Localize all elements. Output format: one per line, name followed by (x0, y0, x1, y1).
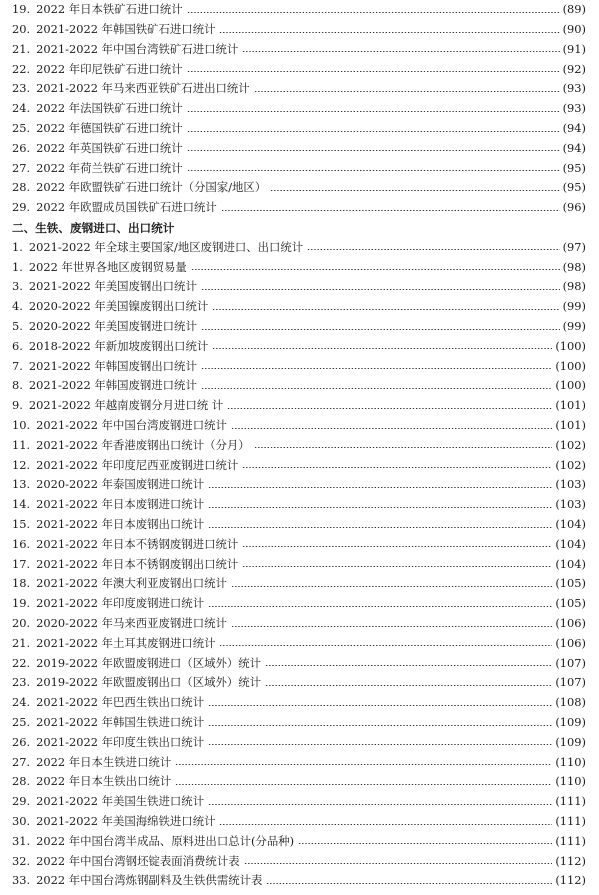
toc-entry-page: (104) (555, 556, 586, 571)
section-heading: 二、生铁、废钢进口、出口统计 (12, 220, 175, 235)
toc-entry-number: 1. (12, 239, 23, 254)
toc-entry-number: 29. (12, 794, 31, 809)
toc-entry-title: 2022 年英国铁矿石进口统计 (36, 140, 183, 155)
toc-entry-number: 23. (12, 675, 31, 690)
toc-entry-page: (111) (555, 833, 586, 848)
toc-entry-title: 2021-2022 年日本废钢进口统计 (36, 497, 205, 512)
toc-entry[interactable] (12, 772, 586, 792)
dot-leader (212, 309, 559, 310)
toc-entry-title: 2021-2022 年香港废钢出口统计（分月） (36, 437, 250, 452)
toc-entry-page: (95) (562, 180, 586, 195)
dot-leader (201, 329, 560, 330)
toc-entry-number: 26. (12, 734, 31, 749)
toc-entry[interactable] (12, 337, 586, 357)
toc-entry-page: (99) (562, 318, 586, 333)
toc-entry-number: 6. (12, 338, 23, 353)
toc-entry[interactable] (12, 158, 586, 178)
dot-leader (254, 91, 560, 92)
dot-leader (298, 843, 552, 844)
dot-leader (191, 269, 560, 270)
dot-leader (265, 685, 552, 686)
toc-entry-number: 4. (12, 299, 23, 314)
toc-entry[interactable] (12, 59, 586, 79)
toc-entry[interactable] (12, 139, 586, 159)
dot-leader (219, 32, 559, 33)
toc-entry-title: 2022 年欧盟成员国铁矿石进口统计 (36, 200, 217, 215)
toc-entry[interactable] (12, 436, 586, 456)
toc-entry-number: 11. (12, 437, 31, 452)
toc-entry-number: 24. (12, 695, 31, 710)
toc-entry-number: 17. (12, 556, 31, 571)
toc-entry-page: (105) (555, 596, 586, 611)
toc-entry[interactable] (12, 792, 586, 812)
toc-entry-number: 20. (12, 21, 31, 36)
toc-entry[interactable] (12, 79, 586, 99)
dot-leader (201, 368, 553, 369)
dot-leader (208, 705, 552, 706)
toc-entry[interactable] (12, 40, 586, 60)
dot-leader (201, 388, 553, 389)
toc-entry-number: 5. (12, 318, 23, 333)
dot-leader (187, 71, 560, 72)
toc-entry[interactable] (12, 653, 586, 673)
toc-entry-page: (93) (562, 101, 586, 116)
toc-entry-title: 2022 年中国台湾半成品、原料进出口总计(分品种) (36, 833, 295, 848)
dot-leader (208, 487, 552, 488)
dot-leader (221, 210, 560, 211)
toc-entry[interactable] (12, 495, 586, 515)
toc-entry-title: 2022 年荷兰铁矿石进口统计 (36, 160, 183, 175)
toc-entry-title: 2020-2022 年美国镍废钢出口统计 (28, 299, 209, 314)
toc-entry-title: 2021-2022 年日本废钢出口统计 (36, 516, 205, 531)
dot-leader (242, 467, 552, 468)
toc-entry-number: 22. (12, 655, 31, 670)
toc-entry-page: (100) (555, 338, 586, 353)
toc-entry-number: 1. (12, 259, 23, 274)
toc-entry-title: 2020-2022 年美国废钢进口统计 (28, 318, 197, 333)
toc-entry[interactable] (12, 812, 586, 832)
toc-entry-title: 2022 年印尼铁矿石进口统计 (36, 61, 183, 76)
toc-entry-number: 10. (12, 417, 31, 432)
toc-entry-number: 9. (12, 398, 23, 413)
toc-entry-page: (112) (555, 873, 586, 888)
toc-entry-page: (110) (555, 774, 586, 789)
toc-entry-title: 2021-2022 年土耳其废钢进口统计 (36, 635, 216, 650)
toc-entry-title: 2021-2022 年印度尼西亚废钢进口统计 (36, 457, 239, 472)
toc-entry[interactable] (12, 396, 586, 416)
toc-entry-page: (102) (555, 457, 586, 472)
dot-leader (270, 190, 559, 191)
dot-leader (231, 428, 552, 429)
toc-entry-number: 21. (12, 41, 31, 56)
toc-entry-page: (109) (555, 734, 586, 749)
toc-entry[interactable] (12, 554, 586, 574)
toc-entry-number: 26. (12, 140, 31, 155)
dot-leader (175, 784, 552, 785)
toc-entry-page: (91) (562, 41, 586, 56)
toc-entry-number: 15. (12, 516, 31, 531)
dot-leader (201, 289, 560, 290)
toc-entry-number: 25. (12, 120, 31, 135)
toc-entry-page: (109) (555, 714, 586, 729)
toc-entry-number: 16. (12, 536, 31, 551)
toc-entry[interactable] (12, 614, 586, 634)
toc-entry-number: 3. (12, 279, 23, 294)
toc-entry-number: 7. (12, 358, 23, 373)
toc-entry-title: 2021-2022 年日本不锈钢废钢进口统计 (36, 536, 239, 551)
toc-entry-page: (93) (562, 81, 586, 96)
toc-entry-page: (100) (555, 358, 586, 373)
toc-entry-page: (89) (562, 2, 586, 17)
toc-entry-title: 2021-2022 年美国废钢出口统计 (28, 279, 197, 294)
toc-entry-title: 2022 年日本生铁进口统计 (36, 754, 172, 769)
toc-entry[interactable] (12, 317, 586, 337)
toc-entry-title: 2022 年日本铁矿石进口统计 (36, 2, 183, 17)
toc-entry[interactable] (12, 178, 586, 198)
toc-entry[interactable] (12, 297, 586, 317)
toc-entry-title: 2022 年世界各地区废钢贸易量 (28, 259, 187, 274)
toc-entry-number: 27. (12, 160, 31, 175)
toc-entry-number: 12. (12, 457, 31, 472)
toc-entry-number: 21. (12, 635, 31, 650)
toc-entry[interactable] (12, 535, 586, 555)
dot-leader (187, 170, 560, 171)
toc-entry-number: 8. (12, 378, 23, 393)
toc-entry-title: 2021-2022 年全球主要国家/地区废钢进口、出口统计 (28, 239, 304, 254)
toc-entry[interactable] (12, 376, 586, 396)
toc-entry-page: (112) (555, 853, 586, 868)
toc-entry[interactable] (12, 752, 586, 772)
toc-entry-title: 2021-2022 年韩国废钢进口统计 (28, 378, 197, 393)
dot-leader (266, 883, 552, 884)
toc-entry-title: 2021-2022 年韩国铁矿石进口统计 (36, 21, 216, 36)
toc-entry-number: 18. (12, 576, 31, 591)
toc-entry-page: (107) (555, 655, 586, 670)
toc-entry-number: 30. (12, 813, 31, 828)
toc-entry-page: (106) (555, 635, 586, 650)
toc-entry[interactable] (12, 693, 586, 713)
toc-entry-title: 2022 年中国台湾钢坯锭表面消费统计表 (36, 853, 240, 868)
toc-entry-number: 31. (12, 833, 31, 848)
toc-entry-title: 2021-2022 年马来西亚铁矿石进出口统计 (36, 81, 250, 96)
toc-entry-page: (92) (562, 61, 586, 76)
toc-entry-page: (110) (555, 754, 586, 769)
toc-entry-page: (95) (562, 160, 586, 175)
toc-entry[interactable] (12, 851, 586, 871)
dot-leader (219, 824, 552, 825)
toc-entry-page: (111) (555, 794, 586, 809)
dot-leader (231, 626, 552, 627)
dot-leader (208, 507, 552, 508)
toc-entry[interactable] (12, 416, 586, 436)
toc-entry-title: 2021-2022 年越南废钢分月进口统 计 (28, 398, 224, 413)
toc-entry[interactable] (12, 713, 586, 733)
toc-entry-number: 23. (12, 81, 31, 96)
dot-leader (242, 51, 559, 52)
toc-entry-number: 33. (12, 873, 31, 888)
toc-entry-title: 2021-2022 年美国生铁进口统计 (36, 794, 205, 809)
toc-entry[interactable] (12, 832, 586, 852)
toc-entry-page: (103) (555, 497, 586, 512)
dot-leader (208, 606, 552, 607)
toc-entry-page: (101) (555, 398, 586, 413)
toc-entry[interactable] (12, 119, 586, 139)
toc-entry-number: 28. (12, 180, 31, 195)
toc-entry[interactable] (12, 733, 586, 753)
dot-leader (187, 150, 560, 151)
toc-entry-page: (111) (555, 813, 586, 828)
toc-entry-page: (104) (555, 516, 586, 531)
toc-entry-title: 2022 年日本生铁出口统计 (36, 774, 172, 789)
dot-leader (307, 249, 559, 250)
toc-entry-number: 27. (12, 754, 31, 769)
toc-entry-number: 24. (12, 101, 31, 116)
toc-entry-page: (103) (555, 477, 586, 492)
toc-entry[interactable] (12, 20, 586, 40)
toc-entry-title: 2022 年德国铁矿石进口统计 (36, 120, 183, 135)
dot-leader (244, 863, 553, 864)
toc-entry[interactable] (12, 0, 586, 20)
toc-entry-number: 25. (12, 714, 31, 729)
toc-entry-title: 2021-2022 年中国台湾铁矿石进口统计 (36, 41, 239, 56)
toc-entry[interactable] (12, 99, 586, 119)
toc-entry[interactable] (12, 356, 586, 376)
dot-leader (212, 348, 552, 349)
toc-entry[interactable] (12, 594, 586, 614)
toc-entry-page: (108) (555, 695, 586, 710)
toc-entry-number: 28. (12, 774, 31, 789)
toc-entry-page: (97) (562, 239, 586, 254)
dot-leader (175, 764, 552, 765)
dot-leader (208, 744, 552, 745)
toc-entry-number: 22. (12, 61, 31, 76)
toc-entry-number: 29. (12, 200, 31, 215)
toc-entry-title: 2022 年法国铁矿石进口统计 (36, 101, 183, 116)
toc-entry-title: 2019-2022 年欧盟废钢出口（区域外）统计 (36, 675, 262, 690)
toc-entry-title: 2021-2022 年中国台湾废钢进口统计 (36, 417, 227, 432)
toc-entry[interactable] (12, 673, 586, 693)
toc-entry-title: 2022 年欧盟铁矿石进口统计（分国家/地区） (36, 180, 267, 195)
toc-entry-page: (96) (562, 200, 586, 215)
dot-leader (187, 111, 560, 112)
toc-entry[interactable] (12, 238, 586, 258)
toc-entry[interactable] (12, 475, 586, 495)
dot-leader (208, 804, 552, 805)
toc-entry-page: (105) (555, 576, 586, 591)
dot-leader (242, 546, 552, 547)
toc-entry-page: (90) (562, 21, 586, 36)
toc-entry-title: 2021-2022 年澳大利亚废钢出口统计 (36, 576, 227, 591)
dot-leader (208, 725, 552, 726)
toc-entry-title: 2021-2022 年巴西生铁出口统计 (36, 695, 205, 710)
toc-entry-page: (94) (562, 140, 586, 155)
toc-entry-number: 19. (12, 2, 31, 17)
toc-entry-page: (106) (555, 615, 586, 630)
dot-leader (187, 12, 560, 13)
toc-entry-page: (107) (555, 675, 586, 690)
dot-leader (208, 527, 552, 528)
toc-entry[interactable] (12, 257, 586, 277)
toc-entry-page: (94) (562, 120, 586, 135)
dot-leader (265, 665, 552, 666)
toc-entry[interactable] (12, 515, 586, 535)
toc-entry-page: (104) (555, 536, 586, 551)
dot-leader (231, 586, 552, 587)
dot-leader (254, 447, 553, 448)
toc-entry-title: 2021-2022 年印度废钢进口统计 (36, 596, 205, 611)
dot-leader (187, 131, 560, 132)
toc-entry[interactable] (12, 455, 586, 475)
toc-entry-title: 2019-2022 年欧盟废钢进口（区域外）统计 (36, 655, 262, 670)
toc-entry-page: (102) (555, 437, 586, 452)
toc-entry-title: 2021-2022 年韩国生铁进口统计 (36, 714, 205, 729)
toc-entry[interactable] (12, 574, 586, 594)
toc-entry-title: 2021-2022 年印度生铁出口统计 (36, 734, 205, 749)
toc-entry-title: 2020-2022 年马来西亚废钢进口统计 (36, 615, 227, 630)
toc-entry[interactable] (12, 634, 586, 654)
toc-entry-page: (98) (562, 259, 586, 274)
toc-entry-title: 2021-2022 年日本不锈钢废钢出口统计 (36, 556, 239, 571)
toc-entry-title: 2022 年中国台湾炼钢副料及生铁供需统计表 (36, 873, 263, 888)
toc-entry[interactable] (12, 198, 586, 218)
toc-entry-title: 2021-2022 年美国海绵铁进口统计 (36, 813, 216, 828)
toc-entry-title: 2018-2022 年新加坡废钢出口统计 (28, 338, 209, 353)
toc-entry-page: (98) (562, 279, 586, 294)
toc-entry-number: 13. (12, 477, 31, 492)
toc-entry-page: (99) (562, 299, 586, 314)
toc-entry-page: (101) (555, 417, 586, 432)
toc-entry-number: 19. (12, 596, 31, 611)
toc-entry-number: 14. (12, 497, 31, 512)
toc-entry[interactable] (12, 871, 586, 891)
toc-entry-title: 2021-2022 年韩国废钢出口统计 (28, 358, 197, 373)
toc-entry-number: 20. (12, 615, 31, 630)
toc-entry-number: 32. (12, 853, 31, 868)
dot-leader (227, 408, 552, 409)
toc-entry-page: (100) (555, 378, 586, 393)
toc-entry-title: 2020-2022 年泰国废钢进口统计 (36, 477, 205, 492)
toc-entry[interactable] (12, 277, 586, 297)
dot-leader (219, 645, 552, 646)
dot-leader (242, 566, 552, 567)
